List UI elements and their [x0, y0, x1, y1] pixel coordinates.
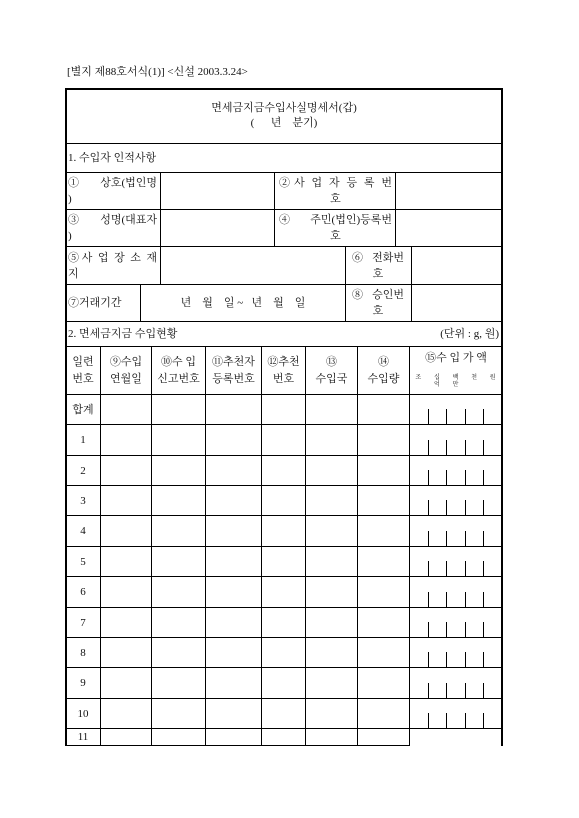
unit-note: (단위 : g, 원) [440, 328, 499, 340]
import-quantity-cell [357, 424, 410, 456]
import-country-cell [305, 728, 358, 746]
import-quantity-cell [357, 485, 410, 516]
resident-reg-no-label [274, 209, 396, 247]
col-header-import-amount [409, 346, 503, 395]
col-header-line: ⑬ [326, 355, 337, 368]
label-line: ②사 업 자 등 록 번 [279, 177, 392, 189]
col-header-line: 번호 [72, 372, 94, 385]
address-label [65, 246, 161, 285]
trade-period-value [140, 284, 346, 322]
amount-unit-divider [428, 500, 429, 515]
row-number-cell: 4 [65, 515, 101, 547]
section1-heading [65, 143, 503, 173]
col-header-import-date [100, 346, 152, 395]
amount-unit-divider [465, 470, 466, 485]
table-row [65, 637, 503, 668]
row-number-cell: 1 [65, 424, 101, 456]
amount-unit-divider [465, 500, 466, 515]
amount-unit-divider [465, 440, 466, 455]
label-line: 호 [372, 267, 384, 280]
statement-form [65, 88, 503, 746]
import-declaration-no-cell [151, 728, 206, 746]
import-declaration-no-cell [151, 455, 206, 486]
amount-unit-divider [428, 531, 429, 546]
amount-unit-divider [446, 652, 447, 667]
import-amount-cell [409, 637, 503, 668]
amount-unit-divider [446, 622, 447, 637]
import-country-cell [305, 455, 358, 486]
trade-name-label [65, 172, 161, 210]
import-amount-cell [409, 515, 503, 547]
amount-unit-divider [465, 713, 466, 728]
label-line: 호 [330, 230, 341, 242]
amount-unit-label: 조 [415, 375, 422, 381]
label-line: ⑥전화번 [352, 251, 404, 264]
amount-unit-divider [428, 561, 429, 576]
amount-unit-divider [446, 470, 447, 485]
row-number-cell: 8 [65, 637, 101, 668]
table-row [65, 576, 503, 608]
amount-unit-divider [428, 713, 429, 728]
amount-unit-divider [483, 622, 484, 637]
recommendation-no-cell [261, 728, 306, 746]
row-number-cell: 9 [65, 667, 101, 699]
import-declaration-no-cell [151, 667, 206, 699]
recommender-reg-no-cell [205, 667, 262, 699]
import-date-cell [100, 576, 152, 608]
section1-heading-text: 1. 수입자 인적사항 [68, 152, 157, 164]
amount-unit-divider [446, 683, 447, 698]
recommendation-no-cell [261, 637, 306, 668]
import-date-cell [100, 485, 152, 516]
trade-name-value [160, 172, 275, 210]
import-quantity-cell [357, 576, 410, 608]
import-quantity-cell [357, 394, 410, 425]
amount-unit-divider [428, 652, 429, 667]
import-country-cell [305, 485, 358, 516]
col-header-line: ⑩수 입 [160, 355, 196, 368]
business-reg-no-label [274, 172, 396, 210]
import-amount-cell [409, 576, 503, 608]
table-row [65, 698, 503, 729]
amount-unit-divider [446, 592, 447, 607]
import-quantity-cell [357, 728, 410, 746]
label-line: ③성명(대표자 [68, 214, 157, 226]
table-row [65, 455, 503, 486]
phone-value [411, 246, 503, 285]
phone-label [345, 246, 412, 285]
label-line: 지 [68, 267, 79, 280]
amount-unit-divider [465, 561, 466, 576]
col-header-line: ⑭ [378, 355, 389, 368]
amount-unit-divider [446, 713, 447, 728]
table-row [65, 728, 503, 746]
import-quantity-cell [357, 607, 410, 638]
amount-unit-divider [483, 683, 484, 698]
representative-value [160, 209, 275, 247]
import-amount-cell [409, 394, 503, 425]
approval-no-label [345, 284, 412, 322]
amount-unit-divider [483, 409, 484, 424]
recommender-reg-no-cell [205, 515, 262, 547]
amount-unit-divider [465, 409, 466, 424]
recommendation-no-cell [261, 455, 306, 486]
recommendation-no-cell [261, 607, 306, 638]
amount-unit-divider [465, 652, 466, 667]
import-amount-cell [409, 485, 503, 516]
amount-unit-divider [428, 683, 429, 698]
import-country-cell [305, 424, 358, 456]
total-row [65, 394, 503, 425]
row-number-cell: 합계 [65, 394, 101, 425]
col-header-declaration-no [151, 346, 206, 395]
import-date-cell [100, 728, 152, 746]
import-declaration-no-cell [151, 576, 206, 608]
label-line: 호 [372, 305, 384, 317]
recommendation-no-cell [261, 667, 306, 699]
col-header-line: 신고번호 [157, 372, 200, 385]
import-date-cell [100, 607, 152, 638]
import-date-cell [100, 424, 152, 456]
address-value [160, 246, 346, 285]
col-header-line: ⑫추천 [267, 355, 300, 368]
form-period: ( 년 분기) [250, 117, 318, 129]
amount-unit-divider [428, 470, 429, 485]
import-date-cell [100, 698, 152, 729]
import-country-cell [305, 607, 358, 638]
recommender-reg-no-cell [205, 637, 262, 668]
amount-unit-divider [465, 592, 466, 607]
import-country-cell [305, 637, 358, 668]
recommender-reg-no-cell [205, 394, 262, 425]
label-line: ⑤사 업 장 소 재 [68, 251, 157, 264]
import-date-cell [100, 394, 152, 425]
table-row [65, 515, 503, 547]
title-block [65, 88, 503, 144]
amount-unit-divider [483, 500, 484, 515]
label-line: ) [68, 193, 72, 205]
table-row [65, 485, 503, 516]
amount-unit-divider [483, 713, 484, 728]
import-amount-cell [409, 607, 503, 638]
col-header-import-country [305, 346, 358, 395]
recommender-reg-no-cell [205, 455, 262, 486]
form-reference: [별지 제88호서식(1)] <신설 2003.3.24> [67, 66, 248, 78]
label-line: ⑧승인번 [352, 289, 404, 301]
amount-unit-divider [483, 592, 484, 607]
table-row [65, 424, 503, 456]
import-declaration-no-cell [151, 424, 206, 456]
col-header-line: ⑨수입 [109, 355, 143, 368]
amount-unit-divider [428, 622, 429, 637]
row-number-cell: 5 [65, 546, 101, 577]
row-number-cell: 2 [65, 455, 101, 486]
amount-unit-divider [483, 470, 484, 485]
amount-unit-divider [446, 409, 447, 424]
import-amount-cell [409, 455, 503, 486]
amount-unit-divider [446, 531, 447, 546]
recommendation-no-cell [261, 394, 306, 425]
import-declaration-no-cell [151, 637, 206, 668]
import-country-cell [305, 394, 358, 425]
recommender-reg-no-cell [205, 485, 262, 516]
import-amount-cell [409, 546, 503, 577]
col-header-line: 등록번호 [212, 372, 255, 385]
import-quantity-cell [357, 455, 410, 486]
amount-unit-divider [446, 561, 447, 576]
col-header-line: 일련 [72, 355, 94, 368]
label-line: ) [68, 230, 72, 242]
import-declaration-no-cell [151, 485, 206, 516]
row-number-cell: 3 [65, 485, 101, 516]
import-country-cell [305, 698, 358, 729]
label-line: ⑦거래기간 [68, 297, 122, 309]
col-header-line: ⑮수 입 가 액 [425, 352, 487, 364]
col-header-recommender-reg-no [205, 346, 262, 395]
import-country-cell [305, 667, 358, 699]
import-declaration-no-cell [151, 607, 206, 638]
amount-unit-divider [465, 683, 466, 698]
trade-period-text: 년 월 일 ~ 년 월 일 [180, 297, 306, 309]
import-amount-cell [409, 698, 503, 729]
import-date-cell [100, 637, 152, 668]
table-row [65, 667, 503, 699]
amount-unit-divider [446, 500, 447, 515]
import-declaration-no-cell [151, 394, 206, 425]
amount-unit-divider [446, 440, 447, 455]
col-header-line: 수입량 [367, 372, 400, 385]
import-country-cell [305, 546, 358, 577]
col-header-line: 수입국 [315, 372, 348, 385]
amount-unit-divider [483, 440, 484, 455]
import-declaration-no-cell [151, 698, 206, 729]
row-number-cell: 10 [65, 698, 101, 729]
import-date-cell [100, 515, 152, 547]
amount-unit-label: 십억 [433, 375, 440, 388]
amount-unit-divider [483, 561, 484, 576]
recommender-reg-no-cell [205, 607, 262, 638]
approval-no-value [411, 284, 503, 322]
col-header-import-quantity [357, 346, 410, 395]
col-header-line: 번호 [272, 372, 295, 385]
import-declaration-no-cell [151, 546, 206, 577]
table-row [65, 546, 503, 577]
col-header-serial-no [65, 346, 101, 395]
recommendation-no-cell [261, 424, 306, 456]
business-reg-no-value [395, 172, 503, 210]
amount-unit-label: 원 [489, 375, 496, 381]
recommender-reg-no-cell [205, 576, 262, 608]
import-amount-cell [409, 667, 503, 699]
label-line: ①상호(법인명 [68, 177, 157, 189]
row-number-cell: 6 [65, 576, 101, 608]
section2-heading-text: 2. 면세금지금 수입현황 [68, 328, 178, 340]
import-quantity-cell [357, 667, 410, 699]
recommender-reg-no-cell [205, 728, 262, 746]
trade-period-label [65, 284, 141, 322]
import-country-cell [305, 576, 358, 608]
col-header-line: 연월일 [110, 372, 142, 385]
amount-unit-labels [410, 375, 503, 391]
recommender-reg-no-cell [205, 424, 262, 456]
col-header-recommendation-no [261, 346, 306, 395]
import-quantity-cell [357, 637, 410, 668]
recommender-reg-no-cell [205, 546, 262, 577]
import-date-cell [100, 546, 152, 577]
section2-heading [65, 321, 503, 347]
form-title: 면세금지금수입사실명세서(갑) [211, 102, 357, 114]
recommendation-no-cell [261, 546, 306, 577]
amount-unit-divider [465, 531, 466, 546]
amount-unit-divider [428, 409, 429, 424]
amount-unit-label: 천 [471, 375, 477, 381]
row-number-cell: 11 [65, 728, 101, 746]
recommender-reg-no-cell [205, 698, 262, 729]
amount-unit-divider [465, 622, 466, 637]
import-amount-cell [409, 424, 503, 456]
recommendation-no-cell [261, 515, 306, 547]
amount-unit-label: 백만 [452, 375, 459, 388]
import-country-cell [305, 515, 358, 547]
amount-unit-divider [428, 592, 429, 607]
resident-reg-no-value [395, 209, 503, 247]
label-line: ④주민(법인)등록번 [279, 214, 392, 226]
amount-unit-divider [483, 531, 484, 546]
row-number-cell: 7 [65, 607, 101, 638]
representative-label [65, 209, 161, 247]
import-quantity-cell [357, 515, 410, 547]
recommendation-no-cell [261, 576, 306, 608]
import-amount-cell [409, 728, 503, 746]
amount-unit-divider [428, 440, 429, 455]
import-quantity-cell [357, 546, 410, 577]
import-date-cell [100, 455, 152, 486]
recommendation-no-cell [261, 485, 306, 516]
import-declaration-no-cell [151, 515, 206, 547]
import-date-cell [100, 667, 152, 699]
import-quantity-cell [357, 698, 410, 729]
recommendation-no-cell [261, 698, 306, 729]
label-line: 호 [330, 193, 341, 205]
col-header-line: ⑪추천자 [212, 355, 255, 368]
table-row [65, 607, 503, 638]
amount-unit-divider [483, 652, 484, 667]
